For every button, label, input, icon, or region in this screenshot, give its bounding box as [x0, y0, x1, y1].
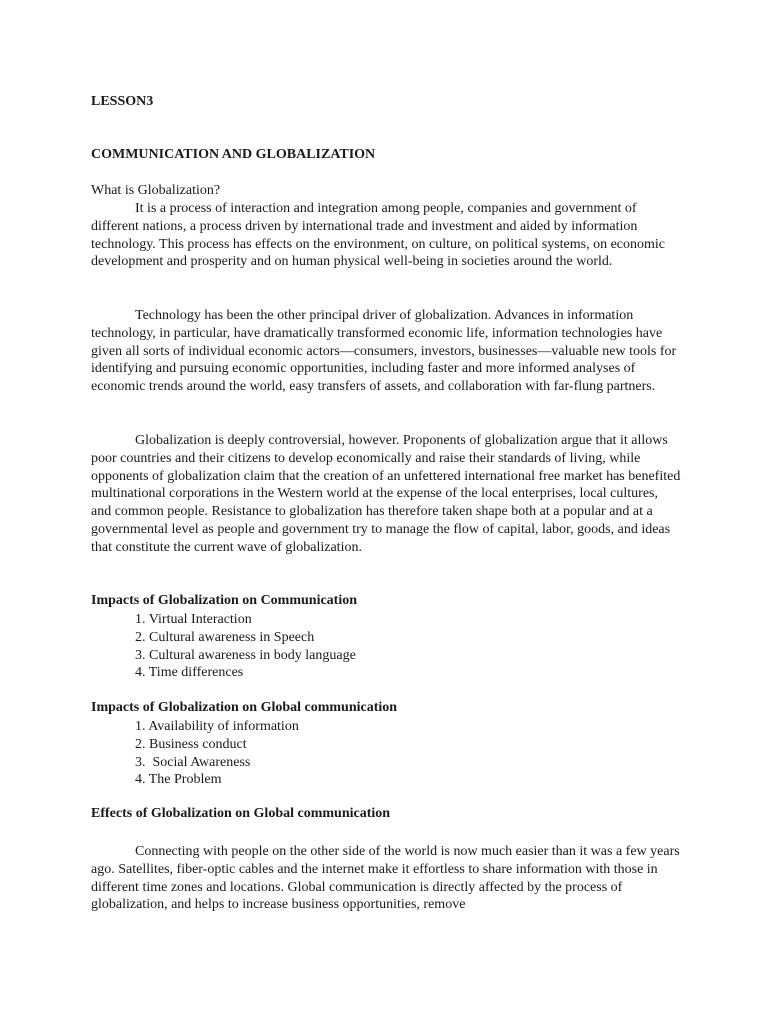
paragraph-technology — [91, 307, 681, 396]
paragraph-definition — [91, 200, 681, 271]
impacts-global-communication-list — [135, 718, 299, 789]
list-item: 2. Business conduct — [135, 736, 247, 752]
lesson-label: LESSON3 — [91, 94, 154, 109]
list-item: 2. Cultural awareness in Speech — [135, 629, 315, 645]
list-item: 1. Virtual Interaction — [135, 612, 252, 627]
section-heading-communication: Impacts of Globalization on Communication — [91, 593, 358, 608]
page-title: COMMUNICATION AND GLOBALIZATION — [91, 147, 376, 162]
paragraph-connecting — [91, 843, 681, 914]
list-item: 3. Cultural awareness in body language — [135, 647, 356, 663]
question-line: What is Globalization? — [91, 183, 221, 198]
list-item: 4. Time differences — [135, 665, 244, 681]
impacts-communication-list — [135, 611, 356, 682]
list-item: 3. Social Awareness — [135, 754, 251, 770]
paragraph-controversy — [91, 432, 681, 557]
list-item: 4. The Problem — [135, 772, 222, 788]
paragraph-text: Technology has been the other principal driver of globalization. Advances in information technology, in particular, have dramatically transformed economic life, information technologies have given all sorts of individual economic actors—consumers, investors, businesses—valuable new tools for identifying and pursuing economic opportunities, including faster and more informed analyses of economic trends around the world, easy transfers of assets, and collaboration with far-flung partners. — [91, 308, 677, 395]
section-heading-global-communication: Impacts of Globalization on Global communication — [91, 700, 398, 715]
list-item: 1. Availability of information — [135, 719, 299, 734]
paragraph-text: Connecting with people on the other side of the world is now much easier than it was a few years ago. Satellites, fiber-optic cables and the internet make it effortless to share information with those in different time zones and locations. Global communication is directly affected by the process of globalization, and helps to increase business opportunities, remove — [91, 844, 680, 913]
section-heading-effects: Effects of Globalization on Global communication — [91, 806, 391, 821]
paragraph-text: It is a process of interaction and integration among people, companies and government of different nations, a process driven by international trade and investment and aided by information technology. This process has effects on the environment, on culture, on political systems, on economic development and prosperity and on human physical well-being in societies around the world. — [91, 201, 665, 270]
paragraph-text: Globalization is deeply controversial, however. Proponents of globalization argue that it allows poor countries and their citizens to develop economically and raise their standards of living, while opponents of globalization claim that the creation of an unfettered international free market has benefited multinational corporations in the Western world at the expense of the local enterprises, local cultures, and common people. Resistance to globalization has therefore taken shape both at a popular and at a governmental level as people and government try to manage the flow of capital, labor, goods, and ideas that constitute the current wave of globalization. — [91, 433, 681, 555]
